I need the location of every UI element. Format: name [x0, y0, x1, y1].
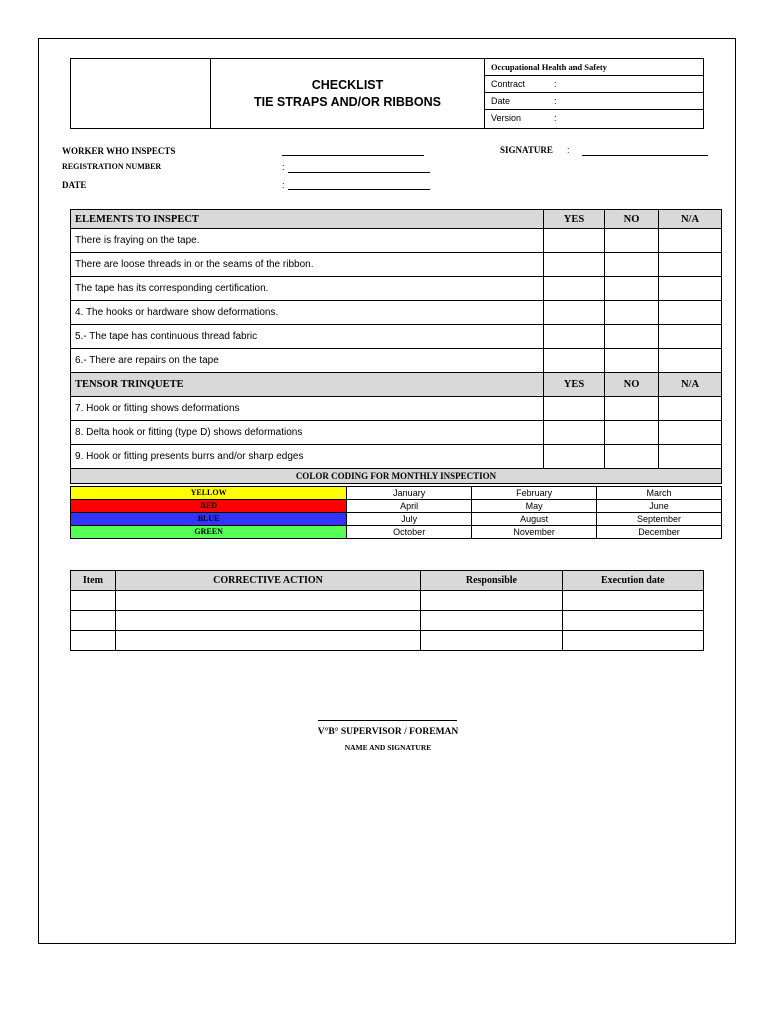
- yes-cell[interactable]: [544, 253, 605, 277]
- header-corrective-action: CORRECTIVE ACTION: [115, 571, 420, 591]
- section-title: TENSOR TRINQUETE: [71, 373, 544, 397]
- registration-colon: :: [282, 162, 285, 172]
- checklist-row: [71, 253, 722, 277]
- month-cell: September: [597, 513, 722, 526]
- responsible-cell[interactable]: [421, 591, 562, 611]
- no-cell[interactable]: [605, 421, 659, 445]
- corrective-header-row: [71, 571, 704, 591]
- yes-cell[interactable]: [544, 445, 605, 469]
- column-na: N/A: [659, 373, 722, 397]
- checklist-item: The tape has its corresponding certification.: [71, 277, 544, 301]
- month-cell: March: [597, 487, 722, 500]
- na-cell[interactable]: [659, 301, 722, 325]
- supervisor-title: V°B° SUPERVISOR / FOREMAN: [317, 727, 459, 737]
- responsible-cell[interactable]: [421, 631, 562, 651]
- checklist-item: 4. The hooks or hardware show deformations.: [71, 301, 544, 325]
- meta-colon: :: [554, 96, 557, 106]
- column-na: N/A: [659, 210, 722, 229]
- month-cell: November: [472, 526, 597, 539]
- month-cell: October: [347, 526, 472, 539]
- corrective-row: [71, 631, 704, 651]
- color-name: GREEN: [71, 526, 347, 539]
- checklist-item: There is fraying on the tape.: [71, 229, 544, 253]
- meta-colon: :: [554, 79, 557, 89]
- title-line-2: TIE STRAPS AND/OR RIBBONS: [253, 94, 442, 109]
- month-cell: June: [597, 500, 722, 513]
- checklist-row: [71, 301, 722, 325]
- yes-cell[interactable]: [544, 229, 605, 253]
- meta-colon: :: [554, 113, 557, 123]
- signature-label: SIGNATURE: [500, 145, 553, 155]
- header-execution-date: Execution date: [562, 571, 703, 591]
- yes-cell[interactable]: [544, 301, 605, 325]
- color-row-yellow: [71, 487, 722, 500]
- column-no: NO: [605, 210, 659, 229]
- month-cell: August: [472, 513, 597, 526]
- na-cell[interactable]: [659, 277, 722, 301]
- na-cell[interactable]: [659, 229, 722, 253]
- na-cell[interactable]: [659, 349, 722, 373]
- meta-label: Date: [491, 96, 511, 106]
- section-header: [71, 210, 722, 229]
- yes-cell[interactable]: [544, 421, 605, 445]
- yes-cell[interactable]: [544, 397, 605, 421]
- action-cell[interactable]: [115, 611, 420, 631]
- color-coding-header: [71, 469, 722, 484]
- month-cell: July: [347, 513, 472, 526]
- month-cell: April: [347, 500, 472, 513]
- action-cell[interactable]: [115, 631, 420, 651]
- na-cell[interactable]: [659, 445, 722, 469]
- meta-label: Version: [491, 113, 522, 123]
- checklist-row: [71, 277, 722, 301]
- signature-line[interactable]: [582, 155, 708, 156]
- checklist-row: [71, 445, 722, 469]
- color-name: YELLOW: [71, 487, 347, 500]
- inspection-table: [70, 209, 722, 484]
- action-cell[interactable]: [115, 591, 420, 611]
- column-yes: YES: [544, 373, 605, 397]
- color-row-blue: [71, 513, 722, 526]
- no-cell[interactable]: [605, 229, 659, 253]
- checklist-row: [71, 397, 722, 421]
- month-cell: December: [597, 526, 722, 539]
- color-coding-table: [70, 486, 722, 539]
- no-cell[interactable]: [605, 325, 659, 349]
- month-cell: May: [472, 500, 597, 513]
- column-no: NO: [605, 373, 659, 397]
- worker-line[interactable]: [282, 155, 424, 156]
- no-cell[interactable]: [605, 397, 659, 421]
- section-header: [71, 373, 722, 397]
- checklist-item: 7. Hook or fitting shows deformations: [71, 397, 544, 421]
- form-metadata: [484, 59, 704, 128]
- no-cell[interactable]: [605, 301, 659, 325]
- color-name: BLUE: [71, 513, 347, 526]
- color-name: RED: [71, 500, 347, 513]
- checklist-row: [71, 349, 722, 373]
- checklist-item: 5.- The tape has continuous thread fabric: [71, 325, 544, 349]
- color-coding-title: COLOR CODING FOR MONTHLY INSPECTION: [71, 469, 722, 484]
- na-cell[interactable]: [659, 325, 722, 349]
- checklist-row: [71, 421, 722, 445]
- corrective-row: [71, 591, 704, 611]
- no-cell[interactable]: [605, 253, 659, 277]
- meta-title-row: [485, 59, 704, 76]
- meta-row-date: [485, 93, 704, 110]
- execution-date-cell[interactable]: [562, 631, 703, 651]
- na-cell[interactable]: [659, 397, 722, 421]
- document-page: [38, 38, 736, 944]
- na-cell[interactable]: [659, 421, 722, 445]
- na-cell[interactable]: [659, 253, 722, 277]
- no-cell[interactable]: [605, 349, 659, 373]
- registration-line[interactable]: [288, 172, 430, 173]
- execution-date-cell[interactable]: [562, 611, 703, 631]
- logo-area: [71, 59, 211, 128]
- checklist-row: [71, 229, 722, 253]
- header-item: Item: [71, 571, 116, 591]
- checklist-item: 6.- There are repairs on the tape: [71, 349, 544, 373]
- column-yes: YES: [544, 210, 605, 229]
- color-row-green: [71, 526, 722, 539]
- item-cell[interactable]: [71, 611, 116, 631]
- checklist-row: [71, 325, 722, 349]
- responsible-cell[interactable]: [421, 611, 562, 631]
- title-line-1: CHECKLIST: [311, 77, 384, 92]
- date-colon: :: [282, 180, 285, 190]
- item-cell[interactable]: [71, 631, 116, 651]
- corrective-row: [71, 611, 704, 631]
- checklist-item: 9. Hook or fitting presents burrs and/or sharp edges: [71, 445, 544, 469]
- date-line[interactable]: [288, 189, 430, 190]
- execution-date-cell[interactable]: [562, 591, 703, 611]
- worker-label: WORKER WHO INSPECTS: [62, 146, 176, 156]
- checklist-item: 8. Delta hook or fitting (type D) shows deformations: [71, 421, 544, 445]
- form-header: [70, 58, 704, 129]
- month-cell: February: [472, 487, 597, 500]
- supervisor-signature-line[interactable]: [318, 720, 457, 721]
- date-label: DATE: [62, 180, 87, 190]
- meta-label: Contract: [491, 79, 526, 89]
- meta-row-version: [485, 110, 704, 127]
- yes-cell[interactable]: [544, 325, 605, 349]
- section-title: ELEMENTS TO INSPECT: [71, 210, 544, 229]
- meta-title: Occupational Health and Safety: [491, 62, 607, 72]
- month-cell: January: [347, 487, 472, 500]
- item-cell[interactable]: [71, 591, 116, 611]
- no-cell[interactable]: [605, 277, 659, 301]
- form-title: [211, 59, 484, 128]
- checklist-item: There are loose threads in or the seams of the ribbon.: [71, 253, 544, 277]
- meta-row-contract: [485, 76, 704, 93]
- signature-colon: :: [567, 145, 570, 155]
- corrective-action-table: [70, 570, 704, 651]
- yes-cell[interactable]: [544, 277, 605, 301]
- header-responsible: Responsible: [421, 571, 562, 591]
- registration-label: REGISTRATION NUMBER: [62, 162, 162, 171]
- color-row-red: [71, 500, 722, 513]
- no-cell[interactable]: [605, 445, 659, 469]
- supervisor-subtitle: NAME AND SIGNATURE: [344, 743, 432, 752]
- yes-cell[interactable]: [544, 349, 605, 373]
